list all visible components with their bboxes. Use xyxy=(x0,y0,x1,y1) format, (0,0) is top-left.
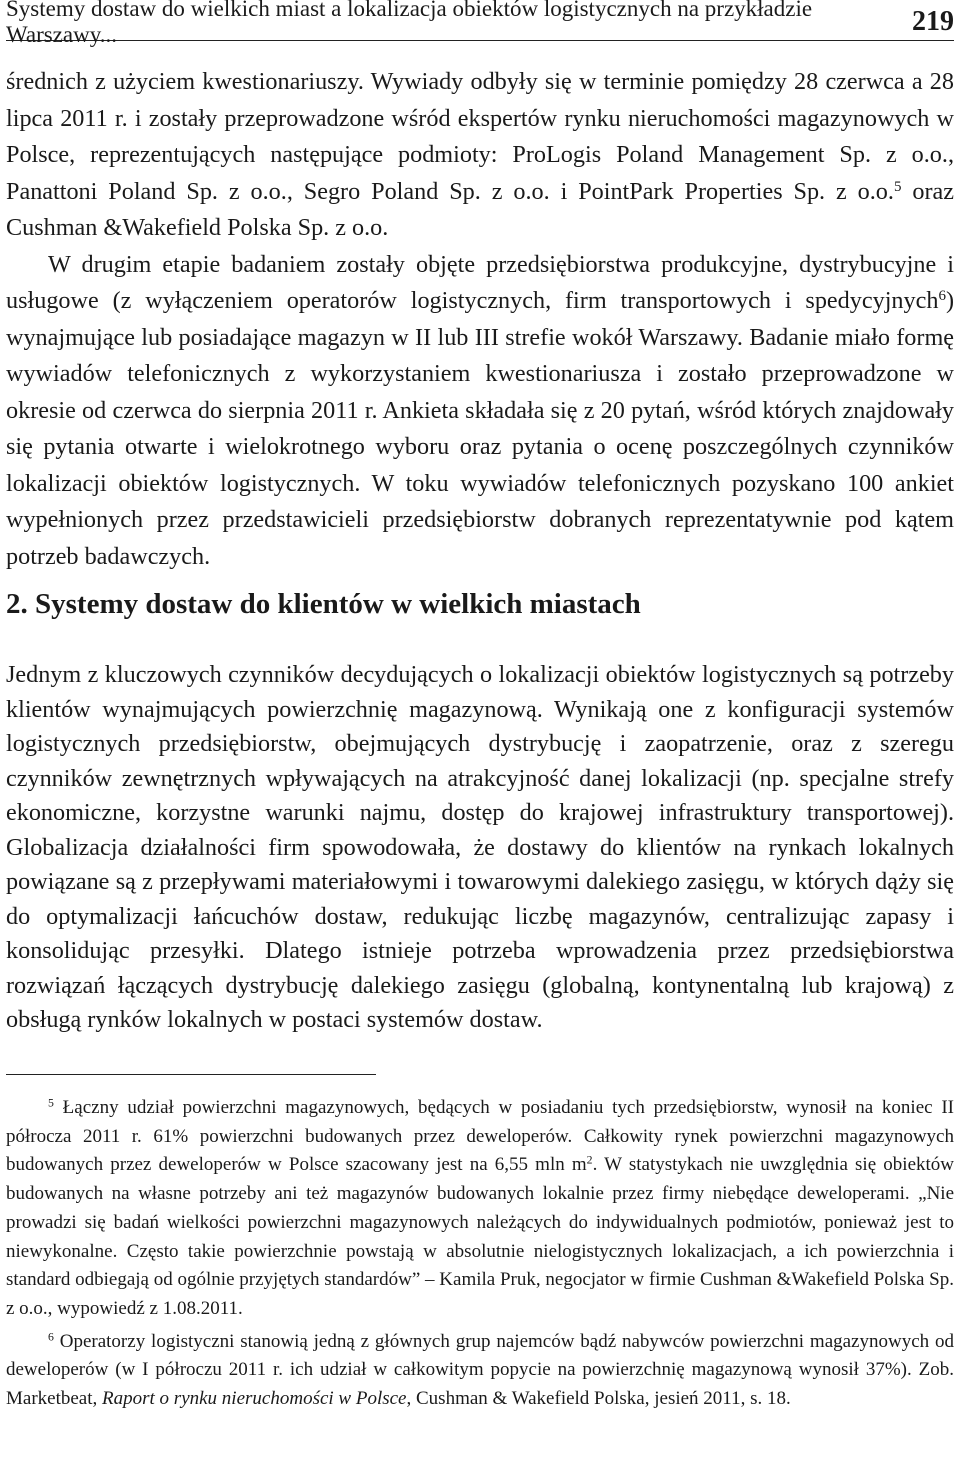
paragraph-interviews xyxy=(6,64,954,247)
paragraph-second-stage xyxy=(6,247,954,576)
footnote-ref-6[interactable]: 6 xyxy=(938,287,946,304)
running-header xyxy=(6,0,954,47)
footnote-text: Operatorzy logistyczni stanowią jedną z głównych grup najemców bądź nabywców powierzchni magazynowych od deweloperów (w I półroczu 2011 r. ich udział w całkowitym popycie na powierzchnię magazynową wynosił 37%). Zob. Marketbeat, xyxy=(6,1330,954,1410)
body-text xyxy=(6,64,954,575)
paragraph-text: ) wynajmujące lub posiadające magazyn w II lub III strefie wokół Warszawy. Badanie miało formę wywiadów telefonicznych z wykorzystaniem kwestionariusza i zostało przeprowadzone w okresie od czerwca do sierpnia 2011 r. Ankieta składała się z 20 pytań, wśród których znajdowały się pytania otwarte i wielokrotnego wyboru oraz pytania o ocenę poszczególnych czynników lokalizacji obiektów logistycznych. W toku wywiadów telefonicznych pozyskano 100 ankiet wypełnionych przez przedstawicieli przedsiębiorstw dobranych reprezentatywnie pod kątem potrzeb badawczych. xyxy=(6,287,954,570)
section-body xyxy=(6,658,954,1038)
footnote-mark: 6 xyxy=(48,1330,54,1344)
running-title: Systemy dostaw do wielkich miast a lokalizacja obiektów logistycznych na przykładzie Warszawy... xyxy=(6,0,813,47)
section-paragraph: Jednym z kluczowych czynników decydujących o lokalizacji obiektów logistycznych są potrzeby klientów wynajmujących powierzchnię magazynową. Wynikają one z konfiguracji systemów logistycznych przedsiębiorstw, obejmujących dystrybucję i zaopatrzenie, oraz z szeregu czynników zewnętrznych wpływających na atrakcyjność danej lokalizacji (np. specjalne strefy ekonomiczne, korzystne warunki najmu, dostęp do krajowej infrastruktury transportowej). Globalizacja działalności firm spowodowała, że dostawy do klientów na rynkach lokalnych powiązane są z przepływami materiałowymi i towarowymi dalekiego zasięgu, w których dąży się do optymalizacji łańcuchów dostaw, redukując liczbę magazynów, centralizując zapasy i konsolidując przesyłki. Dlatego istnieje potrzeba wprowadzenia przez przedsiębiorstwa rozwiązań łączących dystrybucję dalekiego zasięgu (globalną, kontynentalną lub krajową) z obsługą rynków lokalnych w postaci systemów dostaw. xyxy=(6,661,954,1033)
footnote-divider xyxy=(6,1074,376,1075)
superscript-2: 2 xyxy=(586,1153,593,1167)
footnote-text: , Cushman & Wakefield Polska, jesień 2011, s. 18. xyxy=(406,1388,791,1410)
footnote-text: . W statystykach nie uwzględnia się obiektów budowanych na własne potrzeby ani też magazynów budowanych lokalnie przez firmy niebędące deweloperami. „Nie prowadzi się badań wielkości powierzchni magazynowych należących do indywidualnych podmiotów, ponieważ jest to niewykonalne. Często takie powierzchnie powstają w absolutnie nielogistycznych lokalizacjach, a ich powierzchnia i standard odbiegają od ogólnie przyjętych standardów” – Kamila Pruk, negocjator w firmie Cushman &Wakefield Polska Sp. z o.o., wypowiedź z 1.08.2011. xyxy=(6,1154,955,1319)
cited-report-title: Raport o rynku nieruchomości w Polsce xyxy=(102,1388,407,1410)
footnote-5 xyxy=(6,1094,954,1324)
footnote-text: Łączny udział powierzchni magazynowych, będących w posiadaniu tych przedsiębiorstw, wynosił na koniec II półrocza 2011 r. 61% powierzchni budowanych przez deweloperów. Całkowity rynek powierzchni magazynowych budowanych przez deweloperów w Polsce szacowany jest na 6,55 mln m xyxy=(6,1097,954,1176)
section-heading: 2. Systemy dostaw do klientów w wielkich miastach xyxy=(6,588,641,620)
footnotes xyxy=(6,1094,954,1414)
page-number: 219 xyxy=(912,6,954,37)
footnote-6 xyxy=(6,1328,954,1414)
footnote-ref-5[interactable]: 5 xyxy=(893,178,902,195)
paragraph-text: średnich z użyciem kwestionariuszy. Wywiady odbyły się w terminie pomiędzy 28 czerwca a 28 lipca 2011 r. i zostały przeprowadzone wśród ekspertów rynku nieruchomości magazynowych w Polsce, reprezentujących następujące podmioty: ProLogis Poland Management Sp. z o.o., Panattoni Poland Sp. z o.o., Segro Poland Sp. z o.o. i PointPark Properties Sp. z o.o. xyxy=(6,68,954,205)
footnote-mark: 5 xyxy=(48,1096,54,1110)
paragraph-text: W drugim etapie badaniem zostały objęte przedsiębiorstwa produkcyjne, dystrybucyjne i usługowe (z wyłączeniem operatorów logistycznych, firm transportowych i spedycyjnych xyxy=(6,250,954,314)
paragraph-text: oraz Cushman &Wakefield Polska Sp. z o.o. xyxy=(6,177,954,241)
